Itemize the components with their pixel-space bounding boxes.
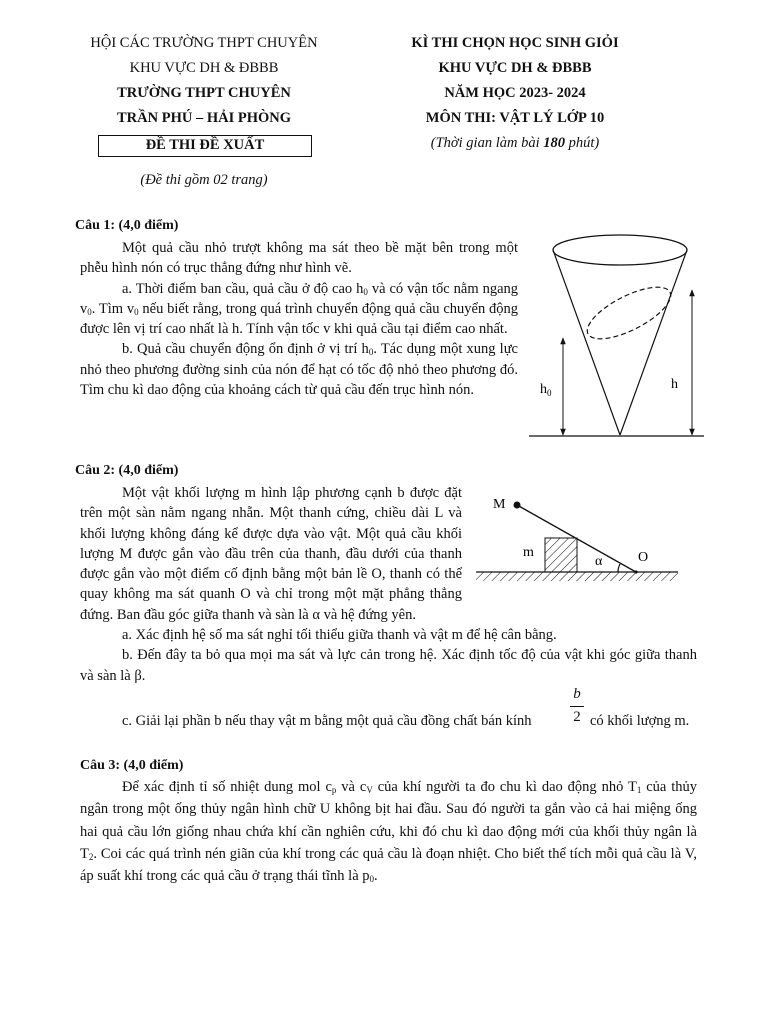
question-2-part-a: a. Xác định hệ số ma sát nghỉ tối thiểu giữa thanh và vật m để hệ cân bằng. (122, 627, 557, 643)
question-1-title: Câu 1: (4,0 điểm) (75, 218, 179, 233)
page-count-note: (Đề thi gồm 02 trang) (140, 172, 268, 188)
question-2-part-c-pre: c. Giải lại phần b nếu thay vật m bằng một quả cầu đồng chất bán kính (122, 713, 532, 729)
floor-hatching (476, 572, 678, 581)
fraction-denominator: 2 (573, 709, 581, 725)
header-association: HỘI CÁC TRƯỜNG THPT CHUYÊN (90, 35, 318, 51)
exam-subject: MÔN THI: VẬT LÝ LỚP 10 (425, 110, 605, 126)
question-3-body (80, 776, 697, 887)
label-M: M (493, 497, 506, 512)
hinge-O (634, 570, 637, 573)
question-2-part-c-post: có khối lượng m. (590, 713, 690, 729)
ball-orbit-dashed (580, 277, 677, 349)
cone-generatrix-right (620, 250, 687, 435)
header-left (64, 31, 344, 131)
question-1-intro: Một quả cầu nhỏ trượt không ma sát theo bề mặt bên trong một phễu hình nón có trục thẳng đứng như hình vẽ. (80, 240, 518, 277)
header-school: TRƯỜNG THPT CHUYÊN (117, 85, 291, 101)
question-3-title: Câu 3: (4,0 điểm) (80, 758, 184, 773)
cone-funnel-figure (526, 230, 708, 442)
question-2-title: Câu 2: (4,0 điểm) (75, 463, 179, 478)
h0-label: $h_0$ (540, 382, 552, 398)
question-2-intro-wrapped (80, 483, 462, 625)
label-alpha: α (595, 554, 603, 569)
header-school-location: TRẦN PHÚ – HẢI PHÒNG (117, 110, 291, 126)
question-2-parts (80, 625, 697, 686)
header-region: KHU VỰC DH & ĐBBB (129, 60, 279, 76)
radius-fraction (570, 686, 584, 726)
question-1-part-a: a. Thời điểm ban cầu, quả cầu ở độ cao $h_0$ và có vận tốc nằm ngang $v_0$. Tìm $v_0$ nếu biết rằng, trong quá trình chuyển động quả cầu chuyển động được lên vị trí cao nhất là h. Tính vận tốc v khi quả cầu tại điểm cao nhất. (80, 280, 519, 338)
exam-region: KHU VỰC DH & ĐBBB (438, 60, 592, 76)
question-2-part-b: b. Đến đây ta bỏ qua mọi ma sát và lực cản trong hệ. Xác định tốc độ của vật khi góc giữa thanh và sàn là β. (80, 647, 697, 684)
rod-block-figure (472, 490, 682, 590)
ball-M (514, 502, 521, 509)
label-m: m (523, 545, 534, 560)
header-right (375, 31, 655, 156)
cube-block (545, 538, 577, 572)
proposed-exam-box: ĐỀ THI ĐỀ XUẤT (98, 135, 312, 157)
alpha-angle-arc (618, 564, 620, 572)
question-3-text: Để xác định tỉ số nhiệt dung mol $c_p$ và $c_V$ của khí người ta đo chu kì dao động nhỏ $T_1$ của thủy ngân trong một ống thủy ngân hình chữ U không bịt hai đầu. Sau đó người ta gắn vào cả hai miệng ống hai quả cầu lớn giống nhau chứa khí cần nghiên cứu, khi đó chu kì dao động mới của khối thủy ngân là $T_2$. Coi các quá trình nén giãn của khí trong các quả cầu là đoạn nhiệt. Cho biết thể tích mỗi quả cầu là V, áp suất khí trong các quả cầu ở trạng thái tĩnh là $p_0$. (80, 779, 697, 885)
question-1-part-b: b. Quả cầu chuyển động ổn định ở vị trí $h_0$. Tác dụng một xung lực nhỏ theo phương đường sinh của nón để hạt có tốc độ nhỏ theo phương đó. Tìm chu kì dao động của khoảng cách từ quả cầu đến trục hình nón. (80, 341, 518, 399)
fraction-numerator: b (573, 686, 581, 702)
question-2-intro: Một vật khối lượng m hình lập phương cạnh b được đặt trên một sàn nằm ngang nhẵn. Một thanh cứng, chiều dài L và khối lượng không đáng kể được dựa vào vật. Một quả cầu khối lượng M được gắn vào đầu trên của thanh, đầu dưới của thanh được gắn vào một điểm cố định bằng một bản lề O, thanh có thể quay không ma sát quanh O và chỉ trong một mặt phẳng thẳng đứng. Ban đầu góc giữa thanh và sàn là α và hệ đứng yên. (80, 485, 462, 623)
label-O: O (638, 550, 649, 565)
h-label: h (671, 377, 678, 392)
exam-title: KÌ THI CHỌN HỌC SINH GIỎI (411, 35, 619, 51)
school-year: NĂM HỌC 2023- 2024 (444, 85, 586, 101)
cone-rim (553, 235, 687, 265)
exam-duration: (Thời gian làm bài 180 phút) (430, 135, 600, 151)
question-1-body (80, 238, 518, 400)
